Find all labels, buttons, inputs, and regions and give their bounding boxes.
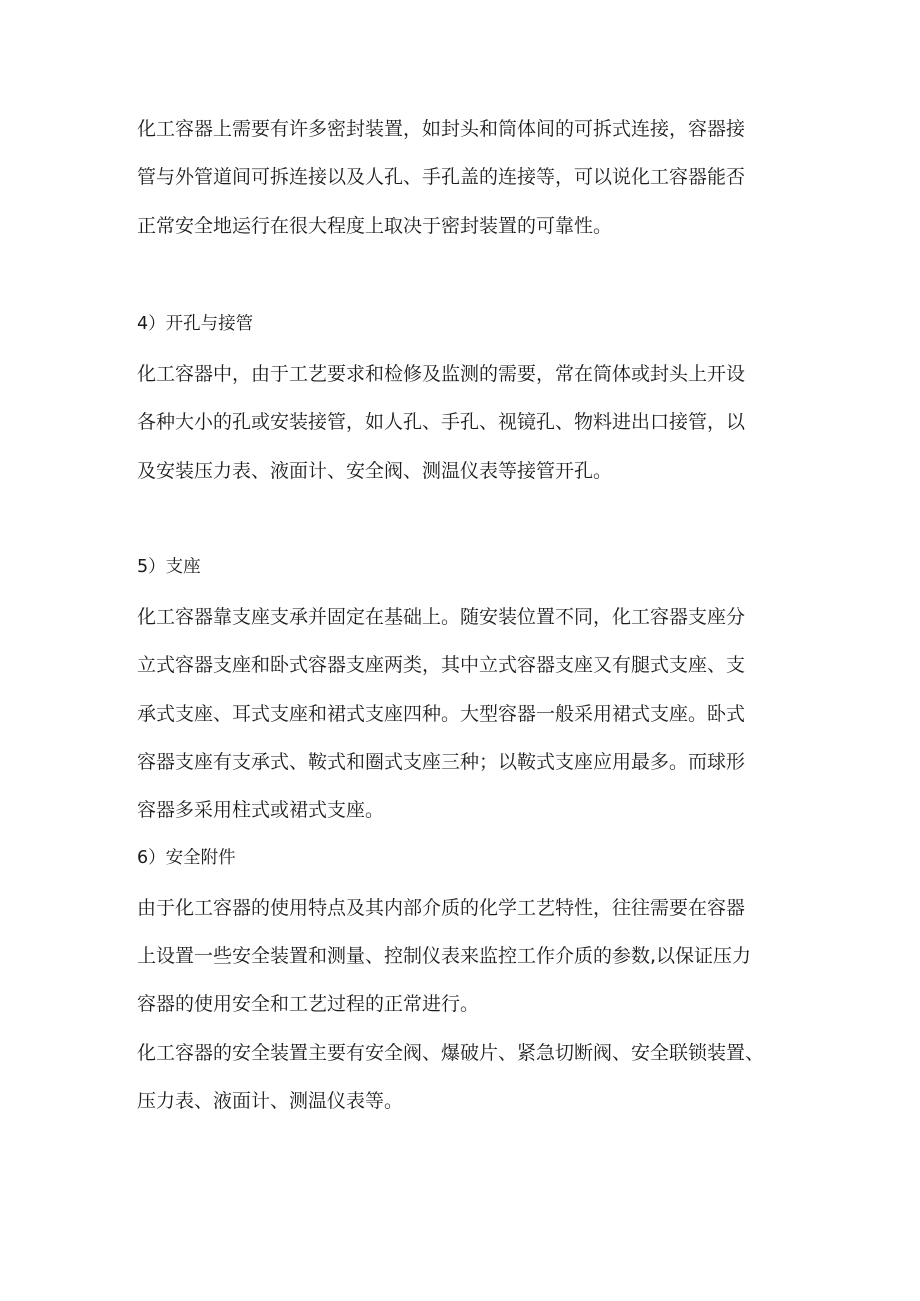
- paragraph-line: 上设置一些安全装置和测量、控制仪表来监控工作介质的参数,以保证压力: [137, 945, 752, 967]
- paragraph-line: 立式容器支座和卧式容器支座两类，其中立式容器支座又有腿式支座、支: [137, 654, 746, 676]
- paragraph-line: 化工容器上需要有许多密封装置，如封头和筒体间的可拆式连接，容器接: [137, 118, 746, 140]
- paragraph-line: 容器的使用安全和工艺过程的正常进行。: [137, 993, 480, 1015]
- section-heading-5: 5）支座: [137, 557, 201, 577]
- paragraph-line: 各种大小的孔或安装接管，如人孔、手孔、视镜孔、物料进出口接管，以: [137, 411, 746, 433]
- paragraph-line: 承式支座、耳式支座和裙式支座四种。大型容器一般采用裙式支座。卧式: [137, 703, 746, 725]
- section-heading-6: 6）安全附件: [137, 848, 236, 868]
- paragraph-line: 压力表、液面计、测温仪表等。: [137, 1090, 404, 1112]
- paragraph-line: 由于化工容器的使用特点及其内部介质的化学工艺特性，往往需要在容器: [137, 897, 746, 919]
- paragraph-line: 及安装压力表、液面计、安全阀、测温仪表等接管开孔。: [137, 460, 613, 482]
- paragraph-line: 化工容器靠支座支承并固定在基础上。随安装位置不同，化工容器支座分: [137, 606, 746, 628]
- paragraph-line: 容器支座有支承式、鞍式和圈式支座三种；以鞍式支座应用最多。而球形: [137, 751, 746, 773]
- section-heading-4: 4）开孔与接管: [137, 314, 254, 334]
- paragraph-line: 化工容器的安全装置主要有安全阀、爆破片、紧急切断阀、安全联锁装置、: [137, 1042, 765, 1064]
- paragraph-line: 管与外管道间可拆连接以及人孔、手孔盖的连接等，可以说化工容器能否: [137, 166, 746, 188]
- paragraph-line: 容器多采用柱式或裙式支座。: [137, 799, 385, 821]
- paragraph-line: 化工容器中，由于工艺要求和检修及监测的需要，常在筒体或封头上开设: [137, 363, 746, 385]
- paragraph-line: 正常安全地运行在很大程度上取决于密封装置的可靠性。: [137, 215, 613, 237]
